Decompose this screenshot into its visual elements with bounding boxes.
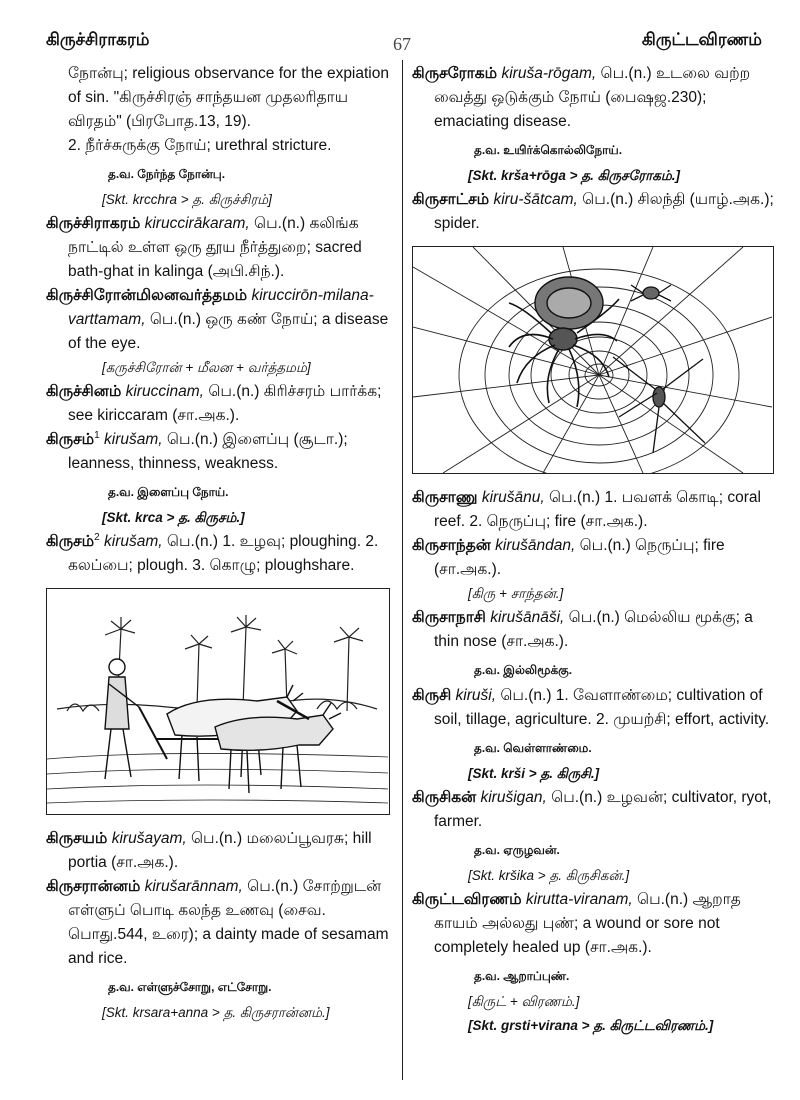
tamil-equivalent: த.வ. இல்லிமூக்கு. <box>474 663 573 677</box>
transliteration: kirušam, <box>104 533 163 550</box>
headword: கிருசம் <box>46 533 95 550</box>
etymology: [Skt. grsti+virana > த. கிருட்டவிரணம்.] <box>468 1018 714 1033</box>
definition: பெ.(n.) மலைப்பூவரசு; hill portia (சா.அக.). <box>68 830 372 871</box>
transliteration: kiru-šātcam, <box>493 191 578 208</box>
transliteration: kirušānu, <box>481 489 545 506</box>
etymology: [கருச்சிரோன் + மீலன + வர்த்தமம்] <box>102 360 311 375</box>
headword: கிருட்டவிரணம் <box>412 891 522 908</box>
tamil-equivalent: த.வ. வெள்ளாண்மை. <box>474 741 592 755</box>
transliteration: kirušigan, <box>480 789 547 806</box>
definition: பெ.(n.) கிரிச்சரம் பார்க்க; see kiriccaram (சா.அக.). <box>68 383 382 424</box>
etymology: [Skt. krša+rōga > த. கிருசரோகம்.] <box>468 168 681 183</box>
entry-kirusam-2 <box>46 530 390 578</box>
definition: பெ.(n.) உழவன்; cultivator, ryot, farmer. <box>434 789 772 830</box>
page-number: 67 <box>393 34 411 54</box>
definition: பெ.(n.) சோற்றுடன் எள்ளுப் பொடி கலந்த உணவு (சைவ. பொது.544, உரை); a dainty made of sesamam and rice. <box>68 878 389 967</box>
transliteration: kirutta-viranam, <box>525 891 633 908</box>
spider-illustration <box>412 246 774 474</box>
etymology: [Skt. krcchra > த. கிருச்சிரம்] <box>102 192 272 207</box>
tamil-equivalent: த.வ. ஏருழவன். <box>474 843 560 857</box>
transliteration: kiruša-rōgam, <box>501 65 597 82</box>
definition: பெ.(n.) மெல்லிய மூக்கு; a thin nose (சா.அக.). <box>434 609 753 650</box>
etymology: [கிருட் + விரணம்.] <box>468 994 580 1009</box>
entry-kirutta-viranam <box>412 888 774 960</box>
definition: பெ.(n.) நெருப்பு; fire (சா.அக.). <box>434 537 725 578</box>
transliteration: kirušarānnam, <box>144 878 243 895</box>
transliteration: kiruccirōn-milana-varttamam, <box>68 287 374 328</box>
etymology: [Skt. krši > த. கிருசி.] <box>468 766 600 781</box>
definition: பெ.(n.) கலிங்க நாட்டில் உள்ள ஒரு தூய நீர்த்துறை; sacred bath-ghat in kalinga (அபி.சிந்.). <box>68 215 362 280</box>
entry-kirusa-rogam <box>412 62 774 134</box>
homograph-number: 1 <box>94 429 100 441</box>
definition: பெ.(n.) 1. உழவு; ploughing. 2. கலப்பை; plough. 3. கொழு; ploughshare. <box>68 533 379 574</box>
headword: கிருசாந்தன் <box>412 537 491 554</box>
ploughing-drawing <box>47 589 388 814</box>
headword: கிருசி <box>412 687 452 704</box>
headword: கிருச்சினம் <box>46 383 122 400</box>
headword: கிருசம் <box>46 431 95 448</box>
entry-kiru-satcam <box>412 188 774 236</box>
definition: பெ.(n.) 1. வேளாண்மை; cultivation of soil, tillage, agriculture. 2. முயற்சி; effort, activity. <box>434 687 770 728</box>
etymology: [Skt. kršika > த. கிருசிகன்.] <box>468 868 630 883</box>
entry-kirusayam <box>46 827 390 875</box>
definition: பெ.(n.) ஆறாத காயம் அல்லது புண்; a wound or sore not completely healed up (சா.அக.). <box>434 891 741 956</box>
tamil-equivalent: த.வ. உயிர்க்கொல்லிநோய். <box>474 143 623 157</box>
entry-kirusanu <box>412 486 774 534</box>
etymology: [கிரு + சாந்தன்.] <box>468 586 564 601</box>
definition: பெ.(n.) 1. பவளக் கொடி; coral reef. 2. நெருப்பு; fire (சா.அக.). <box>434 489 761 530</box>
transliteration: kirušānāši, <box>490 609 565 626</box>
definition: பெ.(n.) இளைப்பு (சூடா.); leanness, thinness, weakness. <box>68 431 348 472</box>
transliteration: kirušāndan, <box>495 537 576 554</box>
headword: கிருச்சிராகரம் <box>46 215 141 232</box>
transliteration: kirušam, <box>104 431 163 448</box>
continuation-text: நோன்பு; religious observance for the expiation of sin. "கிருச்சிரஞ் சாந்தயன முதலரிதாய விரதம்" (பிரபோத.13, 19). <box>68 65 389 130</box>
homograph-number: 2 <box>94 531 100 543</box>
headword: கிருசாநாசி <box>412 609 486 626</box>
entry-kirusigan <box>412 786 774 834</box>
tamil-equivalent: த.வ. நேர்ந்த நோன்பு. <box>108 167 226 181</box>
transliteration: kiruši, <box>455 687 497 704</box>
entry-kiruccinam <box>46 380 390 428</box>
entry-kirusi <box>412 684 774 732</box>
left-column <box>46 62 390 1025</box>
entry-kirusandan <box>412 534 774 582</box>
headword: கிருசயம் <box>46 830 108 847</box>
transliteration: kiruccirākaram, <box>144 215 250 232</box>
right-column <box>412 62 774 1038</box>
running-head-left: கிருச்சிராகரம் <box>46 30 150 49</box>
headword: கிருசாணு <box>412 489 478 506</box>
transliteration: kiruccinam, <box>125 383 204 400</box>
entry-kirusarannam <box>46 875 390 971</box>
definition: பெ.(n.) சிலந்தி (யாழ்.அக.); spider. <box>434 191 774 232</box>
definition: பெ.(n.) உடலை வற்ற வைத்து ஒடுக்கும் நோய் (பைஷஜ.230); emaciating disease. <box>434 65 751 130</box>
spider-web-drawing <box>413 247 772 473</box>
entry-kirusam-1 <box>46 428 390 476</box>
headword: கிருசிகன் <box>412 789 477 806</box>
tamil-equivalent: த.வ. எள்ளுச்சோறு, எட்சோறு. <box>108 980 272 994</box>
running-head-right: கிருட்டவிரணம் <box>641 30 762 49</box>
headword: கிருசரோகம் <box>412 65 498 82</box>
entry-kirusanasi <box>412 606 774 654</box>
continuation-sense-2: 2. நீர்ச்சுருக்கு நோய்; urethral stricture. <box>68 137 332 154</box>
definition: பெ.(n.) ஒரு கண் நோய்; a disease of the eye. <box>68 311 389 352</box>
column-divider <box>402 60 403 1080</box>
entry-kiruccirakaram <box>46 212 390 284</box>
headword: கிருச்சிரோன்மிலனவர்த்தமம் <box>46 287 248 304</box>
etymology: [Skt. krca > த. கிருசம்.] <box>102 510 245 525</box>
ploughing-illustration <box>46 588 390 815</box>
tamil-equivalent: த.வ. இளைப்பு நோய். <box>108 485 229 499</box>
headword: கிருசரான்னம் <box>46 878 141 895</box>
transliteration: kirušayam, <box>111 830 187 847</box>
entry-kirucciron-milana <box>46 284 390 356</box>
headword: கிருசாட்சம் <box>412 191 490 208</box>
tamil-equivalent: த.வ. ஆறாப்புண். <box>474 969 570 983</box>
etymology: [Skt. krsara+anna > த. கிருசரான்னம்.] <box>102 1005 330 1020</box>
